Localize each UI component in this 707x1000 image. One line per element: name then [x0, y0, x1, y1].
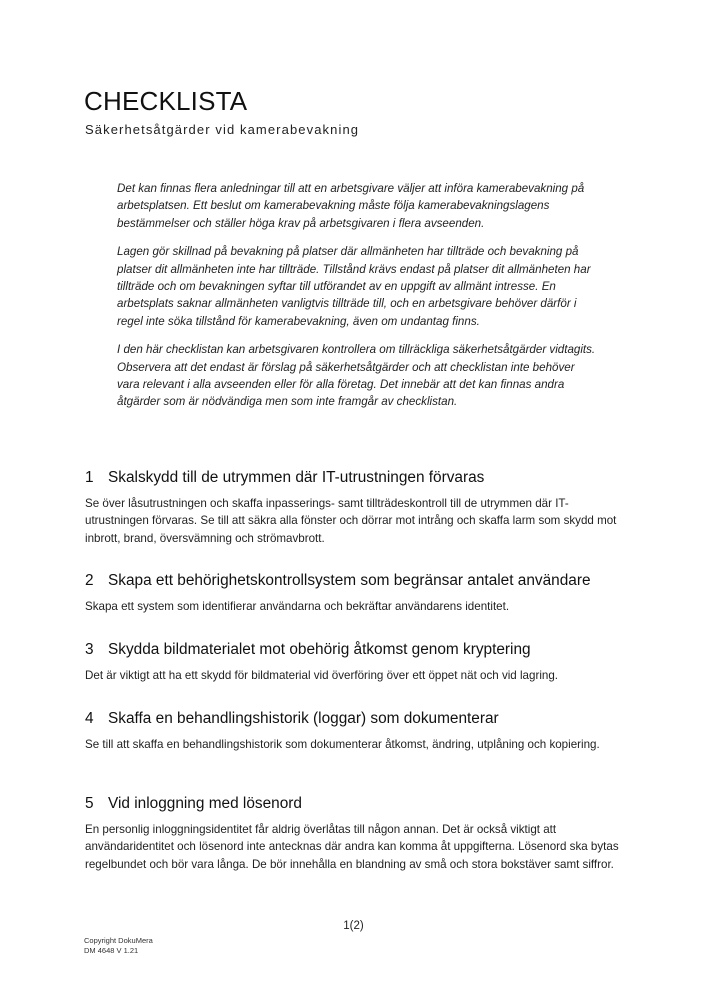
page-subtitle: Säkerhetsåtgärder vid kamerabevakning	[85, 122, 360, 137]
section-title: Skydda bildmaterialet mot obehörig åtkomst genom kryptering	[108, 641, 531, 658]
section-number: 4	[85, 710, 94, 727]
section-heading	[85, 710, 625, 728]
intro-paragraph: I den här checklistan kan arbetsgivaren kontrollera om tillräckliga säkerhetsåtgärder vidtagits. Observera att det endast är förslag på säkerhetsåtgärder och att checklistan inte behöver vara relevant i alla avseenden eller för alla företag. Det innebär att det kan finnas andra åtgärder som är nödvändiga men som inte framgår av checklistan.	[117, 343, 596, 409]
section-heading	[85, 641, 625, 659]
section-body: Det är viktigt att ha ett skydd för bildmaterial vid överföring över ett öppet nät och vid lagring.	[85, 669, 559, 682]
section-title: Skalskydd till de utrymmen där IT-utrustningen förvaras	[108, 469, 485, 486]
section-body: Se till att skaffa en behandlingshistorik som dokumenterar åtkomst, ändring, utplåning och kopiering.	[85, 738, 600, 751]
section-5	[85, 795, 625, 873]
intro-text	[117, 180, 597, 422]
section-heading	[85, 795, 625, 813]
section-body: Se över låsutrustningen och skaffa inpasserings- samt tillträdeskontroll till de utrymmen där IT-utrustningen förvaras. Se till att säkra alla fönster och dörrar mot intrång och skaffa larm som skydd mot inbrott, brand, översvämning och strömavbrott.	[85, 497, 617, 545]
section-title: Vid inloggning med lösenord	[108, 795, 302, 812]
section-heading	[85, 469, 625, 487]
document-id: DM 4648 V 1.21	[84, 946, 139, 955]
copyright-text: Copyright DokuMera	[84, 936, 153, 945]
section-1	[85, 469, 625, 547]
section-body: En personlig inloggningsidentitet får aldrig överlåtas till någon annan. Det är också viktigt att användaridentitet och lösenord inte antecknas där andra kan komma åt uppgifterna. Lösenord ska bytas regelbundet och bör vara långa. De bör innehålla en blandning av små och stora bokstäver samt siffror.	[85, 823, 619, 871]
section-number: 2	[85, 572, 94, 589]
section-body: Skapa ett system som identifierar användarna och bekräftar användarens identitet.	[85, 600, 510, 613]
intro-paragraph: Det kan finnas flera anledningar till att en arbetsgivare väljer att införa kamerabevakning på arbetsplatsen. Ett beslut om kamerabevakning måste följa kamerabevakningslagens bestämmelser och ställer höga krav på arbetsgivaren i flera avseenden.	[117, 182, 585, 230]
section-number: 3	[85, 641, 94, 658]
footer	[84, 936, 153, 956]
section-3	[85, 641, 625, 684]
page-number: 1(2)	[343, 920, 364, 932]
page-title: CHECKLISTA	[84, 86, 248, 116]
section-heading	[85, 572, 625, 590]
section-4	[85, 710, 625, 753]
section-2	[85, 572, 625, 615]
section-number: 5	[85, 795, 94, 812]
section-number: 1	[85, 469, 94, 486]
section-title: Skaffa en behandlingshistorik (loggar) som dokumenterar	[108, 710, 499, 727]
intro-paragraph: Lagen gör skillnad på bevakning på platser där allmänheten har tillträde och bevakning på platser dit allmänheten inte har tillträde. Tillstånd krävs endast på platser dit allmänheten har tillträde och om bevakningen syftar till utförandet av en uppgift av allmänt intresse. En arbetsplats saknar allmänheten vanligtvis tillträde till, och en arbetsgivare behöver därför i regel inte söka tillstånd för kamerabevakning, även om undantag finns.	[117, 245, 591, 328]
section-title: Skapa ett behörighetskontrollsystem som begränsar antalet användare	[108, 572, 591, 589]
